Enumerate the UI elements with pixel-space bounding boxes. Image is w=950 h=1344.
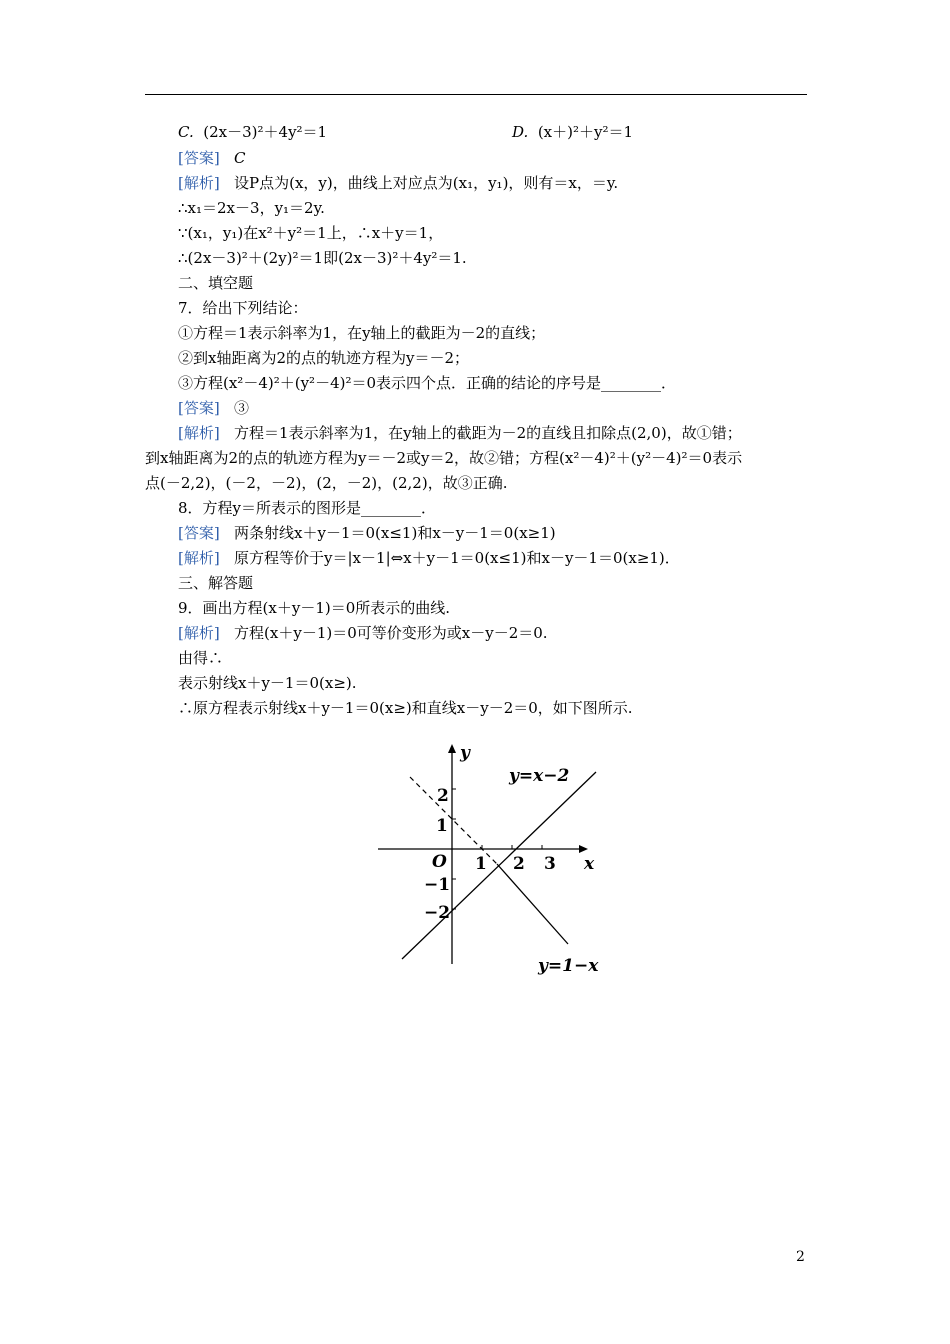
option-c-formula: (2x－3)²＋4y²＝1 <box>203 123 328 141</box>
analysis-8-text: 原方程等价于y＝|x－1|⇔x＋y－1＝0(x≤1)和x－y－1＝0(x≥1)． <box>234 549 680 567</box>
analysis-6-line2: ∴x₁＝2x－3，y₁＝2y. <box>178 199 325 217</box>
question-9: 9．画出方程(x＋y－1)＝0所表示的曲线. <box>178 599 451 617</box>
analysis-9-line3: 表示射线x＋y－1＝0(x≥). <box>178 674 357 692</box>
analysis-7-line2: 到x轴距离为2的点的轨迹方程为y＝－2或y＝2，故②错；方程(x²－4)²＋(y²－4)²＝0表示 <box>145 449 743 467</box>
question-7-item3: ③方程(x²－4)²＋(y²－4)²＝0表示四个点．正确的结论的序号是________． <box>178 374 677 392</box>
answer-8 <box>178 523 556 543</box>
analysis-tag: [解析] <box>178 624 220 642</box>
x-axis-label: x <box>584 854 595 874</box>
y-tick-label-neg1: −1 <box>424 875 451 895</box>
section-answer: 三、解答题 <box>178 574 254 592</box>
option-c-letter: C. <box>178 123 194 141</box>
line2-label: y=1−x <box>538 956 599 976</box>
x-tick-label-3: 3 <box>544 854 556 874</box>
answer-6-value: C <box>234 149 246 167</box>
page-number: 2 <box>796 1249 805 1265</box>
x-tick-label-2: 2 <box>513 854 525 874</box>
analysis-tag: [解析] <box>178 174 220 192</box>
analysis-9-line1 <box>178 623 548 643</box>
section-fill-blank: 二、填空题 <box>178 274 254 292</box>
analysis-tag: [解析] <box>178 549 220 567</box>
dashed-line-y-eq-1-minus-x <box>410 777 497 864</box>
answer-7-value: ③ <box>234 399 250 417</box>
analysis-tag: [解析] <box>178 424 220 442</box>
answer-tag: [答案] <box>178 149 220 167</box>
ray-y-eq-1-minus-x <box>497 864 568 944</box>
answer-7 <box>178 398 249 418</box>
y-tick-label-neg2: −2 <box>424 903 451 923</box>
y-tick-label-1: 1 <box>436 816 448 836</box>
question-7: 7．给出下列结论： <box>178 299 308 317</box>
analysis-6-line3: ∵(x₁，y₁)在x²＋y²＝1上，∴x＋y＝1， <box>178 224 444 242</box>
function-graph <box>370 736 610 981</box>
analysis-9-text1: 方程(x＋y－1)＝0可等价变形为或x－y－2＝0. <box>234 624 548 642</box>
x-axis-arrow-icon <box>579 845 588 853</box>
line1-label: y=x−2 <box>509 766 570 786</box>
analysis-9-line4: ∴原方程表示射线x＋y－1＝0(x≥)和直线x－y－2＝0，如下图所示. <box>178 699 633 717</box>
analysis-6-line1 <box>178 173 618 193</box>
origin-label: O <box>432 852 447 872</box>
analysis-6-text1: 设P点为(x，y)，曲线上对应点为(x₁，y₁)，则有＝x，＝y. <box>234 174 619 192</box>
answer-8-value: 两条射线x＋y－1＝0(x≤1)和x－y－1＝0(x≥1) <box>234 524 556 542</box>
question-8: 8．方程y＝所表示的图形是________． <box>178 499 437 517</box>
option-d <box>512 122 633 142</box>
y-axis-label: y <box>460 743 470 763</box>
y-axis-arrow-icon <box>448 744 456 753</box>
option-c <box>178 122 327 142</box>
analysis-8 <box>178 548 680 568</box>
answer-tag: [答案] <box>178 524 220 542</box>
option-d-letter: D. <box>512 123 529 141</box>
option-d-formula: (x＋)²＋y²＝1 <box>537 123 634 141</box>
question-7-item2: ②到x轴距离为2的点的轨迹方程为y＝－2； <box>178 349 470 367</box>
answer-tag: [答案] <box>178 399 220 417</box>
analysis-7-text1: 方程＝1表示斜率为1，在y轴上的截距为－2的直线且扣除点(2,0)，故①错； <box>234 424 742 442</box>
y-tick-label-2: 2 <box>437 786 449 806</box>
analysis-9-line2: 由得∴ <box>178 649 224 667</box>
answer-6 <box>178 148 246 168</box>
analysis-7-line3: 点(－2,2)，(－2，－2)，(2，－2)，(2,2)，故③正确. <box>145 474 508 492</box>
analysis-7-line1 <box>178 423 742 443</box>
x-tick-label-1: 1 <box>475 854 487 874</box>
question-7-item1: ①方程＝1表示斜率为1，在y轴上的截距为－2的直线； <box>178 324 546 342</box>
header-rule <box>145 94 807 95</box>
analysis-6-line4: ∴(2x－3)²＋(2y)²＝1即(2x－3)²＋4y²＝1. <box>178 249 467 267</box>
